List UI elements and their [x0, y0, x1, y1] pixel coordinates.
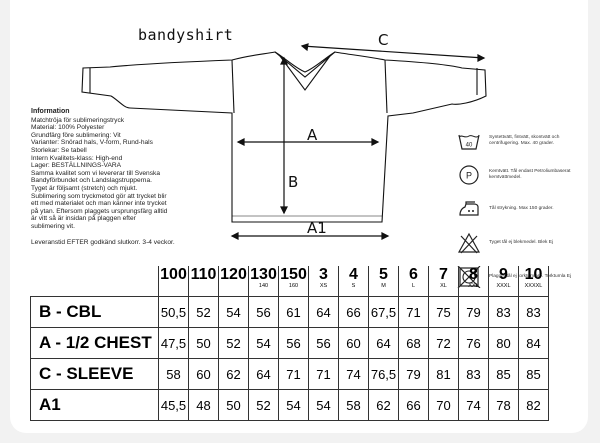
table-cell: 85	[519, 359, 549, 390]
table-cell: 76,5	[369, 359, 399, 390]
table-cell: 79	[399, 359, 429, 390]
table-cell: 66	[399, 390, 429, 421]
table-cell: 54	[219, 297, 249, 328]
table-cell: 64	[369, 328, 399, 359]
row-label: B - CBL	[31, 297, 159, 328]
info-line: ett med materialet och man känner inte trycket	[31, 200, 167, 208]
info-line: Storlekar: Se tabell	[31, 146, 87, 154]
iron-icon	[457, 198, 481, 220]
dim-label-b: B	[288, 173, 299, 191]
info-heading: Information	[31, 108, 70, 115]
care-row-dryclean	[457, 162, 587, 188]
table-cell: 71	[279, 359, 309, 390]
table-cell: 85	[489, 359, 519, 390]
table-cell: 64	[309, 297, 339, 328]
table-cell: 62	[219, 359, 249, 390]
info-line: Varianter: Snörad hals, V-form, Rund-hals	[31, 139, 153, 147]
care-text: Tål strykning. Max 150 grader.	[489, 206, 554, 212]
table-row	[31, 297, 549, 328]
wash-temp-label: 40	[465, 142, 473, 149]
dim-label-c: C	[378, 31, 389, 49]
size-header: 9 XXXL	[489, 266, 519, 297]
row-label: A1	[31, 390, 159, 421]
info-line: Material: 100% Polyester	[31, 124, 105, 132]
table-cell: 58	[339, 390, 369, 421]
table-cell: 54	[279, 390, 309, 421]
size-table	[30, 266, 549, 421]
table-cell: 50	[219, 390, 249, 421]
table-cell: 64	[249, 359, 279, 390]
info-line: är vitt så är insidan på plaggen efter	[31, 215, 136, 223]
size-header: 6 L	[399, 266, 429, 297]
table-cell: 80	[489, 328, 519, 359]
table-cell: 82	[519, 390, 549, 421]
table-cell: 56	[249, 297, 279, 328]
table-cell: 52	[219, 328, 249, 359]
info-line: Sublimering som tryckmetod gör att trycket blir	[31, 192, 167, 200]
table-cell: 71	[399, 297, 429, 328]
size-header: 3 XS	[309, 266, 339, 297]
info-line: Grundfärg före sublimering: Vit	[31, 131, 121, 139]
table-cell: 68	[399, 328, 429, 359]
table-cell: 48	[189, 390, 219, 421]
care-text: Plagget tål ej torktumlare. Torktumla Ej	[489, 274, 572, 280]
dim-label-a1: A1	[307, 219, 327, 237]
table-cell: 54	[309, 390, 339, 421]
size-header: 110	[189, 266, 219, 297]
size-header: 5 M	[369, 266, 399, 297]
dryclean-letter: P	[465, 170, 473, 181]
size-header-row	[31, 266, 549, 297]
row-label: C - SLEEVE	[31, 359, 159, 390]
table-cell: 45,5	[159, 390, 189, 421]
size-header: 10 XXXXL	[519, 266, 549, 297]
table-cell: 76	[459, 328, 489, 359]
table-corner	[31, 266, 159, 297]
size-header: 8 XXL	[459, 266, 489, 297]
table-cell: 66	[339, 297, 369, 328]
table-cell: 81	[429, 359, 459, 390]
info-line: sublimering vit.	[31, 222, 75, 230]
care-row-iron	[457, 196, 587, 222]
table-row	[31, 359, 549, 390]
info-line: Bandyförbundet och Landslagstrupperna.	[31, 177, 152, 185]
size-header: 7 XL	[429, 266, 459, 297]
size-header: 130 140	[249, 266, 279, 297]
info-line: på ytan. Eftersom plaggets ursprungsfärg alltid	[31, 207, 168, 215]
table-cell: 71	[309, 359, 339, 390]
table-cell: 70	[429, 390, 459, 421]
info-line: Lager: BESTÄLLNINGS-VARA	[31, 162, 122, 170]
table-cell: 83	[459, 359, 489, 390]
size-header: 120	[219, 266, 249, 297]
care-text: Kemtvätt. Tål endast Petroliumbaserat kemtvättmedel.	[489, 169, 571, 180]
info-line: Matchtröja för sublimeringstryck	[31, 116, 125, 124]
info-line: Intern Kvalitets-klass: High-end	[31, 154, 123, 162]
table-cell: 52	[249, 390, 279, 421]
table-row	[31, 328, 549, 359]
table-cell: 56	[309, 328, 339, 359]
care-row-bleach	[457, 230, 587, 256]
no-bleach-icon	[457, 232, 481, 254]
delivery-time-note: Leveranstid EFTER godkänd slutkorr. 3-4 veckor.	[31, 238, 175, 246]
dim-label-a: A	[307, 126, 318, 144]
product-information	[31, 108, 261, 246]
info-line: Tyget är följsamt (stretch) och mjukt.	[31, 184, 138, 192]
wash-40-icon	[457, 130, 481, 152]
table-cell: 74	[339, 359, 369, 390]
care-row-wash	[457, 128, 587, 154]
table-cell: 61	[279, 297, 309, 328]
table-row	[31, 390, 549, 421]
table-cell: 62	[369, 390, 399, 421]
table-cell: 84	[519, 328, 549, 359]
table-cell: 58	[159, 359, 189, 390]
table-cell: 60	[189, 359, 219, 390]
size-guide-sheet	[10, 0, 588, 433]
care-text: Syntettvätt, fintvätt, skontvätt och centrifugering. Max. 40 grader.	[489, 135, 560, 146]
table-cell: 83	[489, 297, 519, 328]
care-text: Tyget tål ej blekmedel. Blek Ej	[489, 240, 553, 246]
info-line: Samma kvalitet som vi levererar till Svenska	[31, 169, 160, 177]
table-cell: 50	[189, 328, 219, 359]
professional-clean-p-icon	[457, 164, 481, 186]
size-header: 150 160	[279, 266, 309, 297]
table-cell: 74	[459, 390, 489, 421]
size-header: 4 S	[339, 266, 369, 297]
table-cell: 47,5	[159, 328, 189, 359]
table-cell: 52	[189, 297, 219, 328]
product-title: bandyshirt	[138, 26, 234, 44]
table-cell: 67,5	[369, 297, 399, 328]
table-cell: 60	[339, 328, 369, 359]
size-header: 100	[159, 266, 189, 297]
table-cell: 83	[519, 297, 549, 328]
sleeve-seam-right	[385, 60, 387, 113]
sleeve-seam-left	[232, 60, 234, 113]
row-label: A - 1/2 CHEST	[31, 328, 159, 359]
table-cell: 79	[459, 297, 489, 328]
table-cell: 78	[489, 390, 519, 421]
table-cell: 56	[279, 328, 309, 359]
table-cell: 75	[429, 297, 459, 328]
table-cell: 72	[429, 328, 459, 359]
table-cell: 50,5	[159, 297, 189, 328]
table-cell: 54	[249, 328, 279, 359]
